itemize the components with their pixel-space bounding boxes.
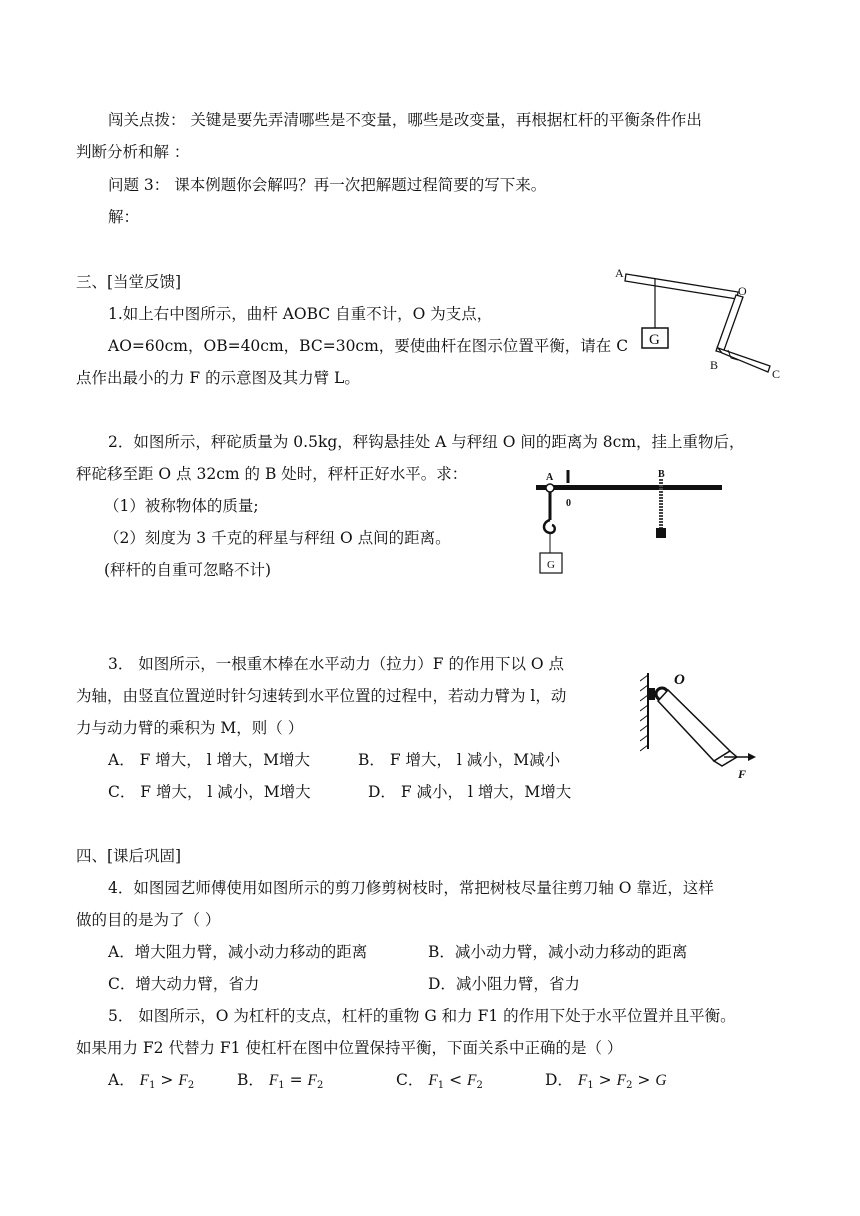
problem-5-option-b: B． $F_1 = F_2$ bbox=[237, 1071, 324, 1091]
problem-5-line-1: 5． 如图所示，O 为杠杆的支点，杠杆的重物 G 和力 F1 的作用下处于水平位置并且平衡。 bbox=[108, 1007, 736, 1025]
section-3-title: 三、[当堂反馈] bbox=[76, 273, 182, 291]
problem-2-sub-1: （1）被称物体的质量; bbox=[104, 497, 259, 515]
rotating-rod-figure bbox=[640, 665, 770, 783]
answer-label: 解： bbox=[108, 208, 140, 226]
point-b-label: B bbox=[710, 358, 719, 372]
bent-lever-figure bbox=[610, 262, 790, 382]
problem-2-note: (秤杆的自重可忽略不计) bbox=[104, 561, 272, 579]
problem-4-option-c: C．增大动力臂，省力 bbox=[108, 975, 260, 993]
problem-5-option-d: D． $F_1 > F_2 > G$ bbox=[545, 1071, 667, 1091]
problem-4-line-2: 做的目的是为了（ ） bbox=[76, 911, 221, 929]
steelyard-g-label: G bbox=[547, 559, 555, 571]
problem-4-option-a: A．增大阻力臂，减小动力移动的距离 bbox=[108, 943, 368, 961]
section-4-title: 四、[课后巩固] bbox=[76, 847, 182, 865]
problem-3-option-c: C． F 增大， l 减小，M增大 bbox=[108, 783, 311, 801]
steelyard-a-label: A bbox=[546, 472, 554, 483]
problem-3-option-a: A． F 增大， l 增大，M增大 bbox=[108, 751, 310, 769]
problem-3-line-2: 为轴，由竖直位置逆时针匀速转到水平位置的过程中，若动力臂为 l，动 bbox=[76, 687, 567, 705]
problem-5-option-a: A． $F_1 > F_2$ bbox=[108, 1071, 195, 1091]
problem-4-line-1: 4．如图园艺师傅使用如图所示的剪刀修剪树枝时，常把树枝尽量往剪刀轴 O 靠近，这样 bbox=[108, 879, 714, 897]
problem-2-line-1: 2．如图所示，秤砣质量为 0.5kg，秤钩悬挂处 A 与秤纽 O 间的距离为 8cm，挂上重物后， bbox=[108, 433, 745, 451]
problem-3-line-3: 力与动力臂的乘积为 M，则（ ） bbox=[76, 719, 304, 737]
rod-f-label: F bbox=[738, 767, 747, 781]
problem-1-line-2: AO=60cm，OB=40cm，BC=30cm，要使曲杆在图示位置平衡，请在 C bbox=[108, 337, 629, 355]
question3-intro: 问题 3： 课本例题你会解吗？再一次把解题过程简要的写下来。 bbox=[108, 176, 547, 194]
problem-4-option-b: B．减小动力臂，减小动力移动的距离 bbox=[428, 943, 688, 961]
steelyard-figure bbox=[530, 460, 730, 580]
weight-g-label: G bbox=[649, 332, 660, 348]
problem-1-line-1: 1.如上右中图所示，曲杆 AOBC 自重不计，O 为支点， bbox=[108, 305, 493, 323]
problem-2-line-2: 秤砣移至距 O 点 32cm 的 B 处时，秤杆正好水平。求： bbox=[76, 465, 468, 483]
problem-2-sub-2: （2）刻度为 3 千克的秤星与秤纽 O 点间的距离。 bbox=[104, 529, 451, 547]
tip-line-2: 判断分析和解 ： bbox=[76, 143, 190, 161]
problem-1-line-3: 点作出最小的力 F 的示意图及其力臂 L。 bbox=[76, 369, 360, 387]
problem-5-option-c: C． $F_1 < F_2$ bbox=[396, 1071, 483, 1091]
steelyard-b-label: B bbox=[658, 469, 665, 480]
steelyard-o-label: 0 bbox=[566, 498, 571, 509]
problem-3-option-b: B． F 增大， l 减小，M减小 bbox=[358, 751, 561, 769]
problem-3-option-d: D． F 减小， l 增大，M增大 bbox=[368, 783, 572, 801]
problem-4-option-d: D．减小阻力臂，省力 bbox=[428, 975, 580, 993]
problem-5-line-2: 如果用力 F2 代替力 F1 使杠杆在图中位置保持平衡，下面关系中正确的是（ ） bbox=[76, 1039, 623, 1057]
tip-line-1: 闯关点拨： 关键是要先弄清哪些是不变量，哪些是改变量，再根据杠杆的平衡条件作出 bbox=[108, 111, 702, 129]
rod-o-label: O bbox=[674, 672, 685, 688]
point-o-label: O bbox=[738, 284, 747, 298]
point-a-label: A bbox=[615, 266, 624, 280]
problem-3-line-1: 3． 如图所示，一根重木棒在水平动力（拉力）F 的作用下以 O 点 bbox=[108, 655, 565, 673]
point-c-label: C bbox=[772, 367, 781, 381]
